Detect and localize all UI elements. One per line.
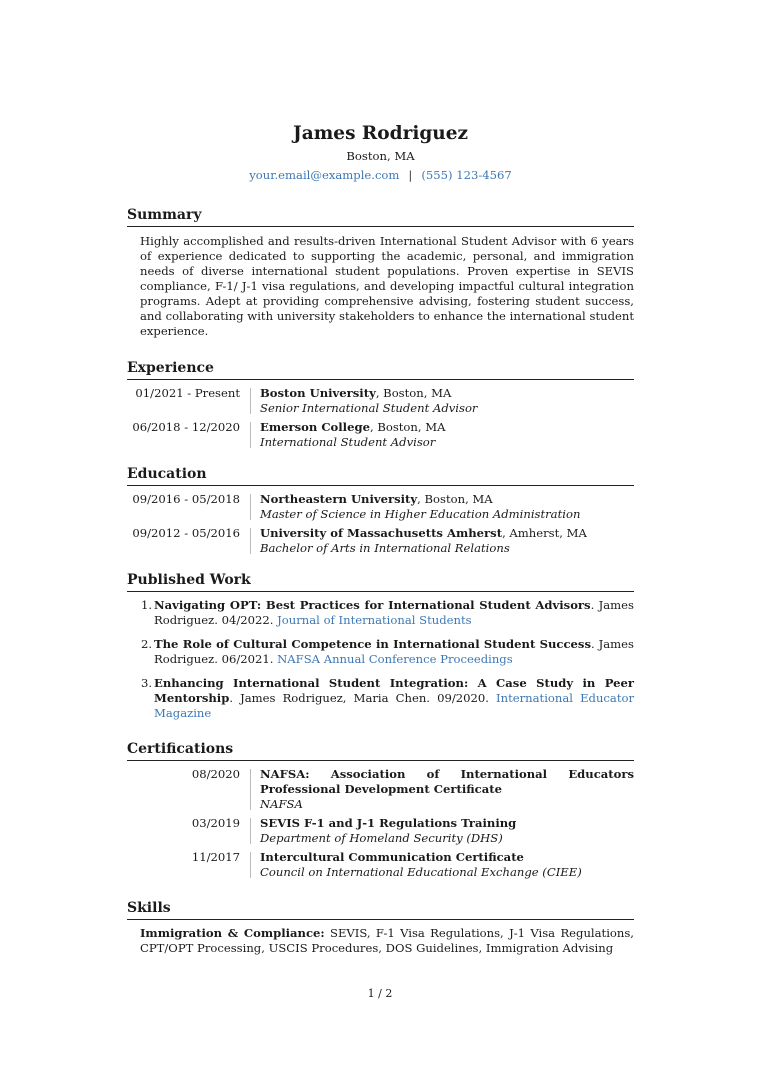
entry-divider — [250, 818, 251, 844]
page-number: 1 / 2 — [367, 987, 393, 1000]
publication-item — [127, 676, 634, 721]
entry-date: 11/2017 — [191, 850, 240, 864]
education-section — [127, 466, 634, 556]
certification-name: NAFSA: Association of International Educators Professional Development Certificate — [260, 767, 634, 796]
publication-authors: . James Rodriguez. 04/2022. — [154, 598, 634, 627]
certification-entry — [127, 850, 634, 880]
phone-link[interactable]: (555) 123-4567 — [421, 168, 512, 182]
experience-entry — [127, 386, 634, 416]
education-heading: Education — [127, 466, 634, 486]
published-heading: Published Work — [127, 572, 634, 592]
entry-place: , Boston, MA — [375, 386, 452, 400]
publication-list — [127, 598, 634, 721]
publication-venue-link[interactable]: Journal of International Students — [277, 613, 472, 627]
published-section — [127, 572, 634, 721]
resume-page — [127, 0, 634, 956]
experience-heading: Experience — [127, 360, 634, 380]
entry-org: Boston University — [260, 386, 376, 400]
entry-org: University of Massachusetts Amherst — [260, 526, 503, 540]
experience-list — [127, 386, 634, 450]
entry-org: Emerson College — [260, 420, 370, 434]
certification-issuer: NAFSA — [260, 797, 303, 811]
entry-org: Northeastern University — [260, 492, 418, 506]
publication-authors: . James Rodriguez. 06/2021. — [154, 637, 634, 666]
certification-list — [127, 767, 634, 880]
certification-name: Intercultural Communication Certificate — [260, 850, 524, 864]
certifications-heading: Certifications — [127, 741, 634, 761]
summary-section — [127, 207, 634, 339]
publication-title: Navigating OPT: Best Practices for International Student Advisors — [154, 598, 591, 612]
experience-section — [127, 360, 634, 450]
entry-role: International Student Advisor — [260, 435, 436, 449]
skills-section — [127, 900, 634, 956]
entry-place: , Amherst, MA — [502, 526, 587, 540]
entry-divider — [250, 852, 251, 878]
entry-date: 01/2021 - Present — [135, 386, 240, 400]
entry-divider — [250, 528, 251, 554]
entry-degree: Master of Science in Higher Education Administration — [260, 507, 581, 521]
publication-venue-link[interactable]: International Educator Magazine — [154, 691, 635, 720]
publication-item — [127, 598, 634, 628]
entry-date: 09/2012 - 05/2016 — [132, 526, 240, 540]
experience-entry — [127, 420, 634, 450]
entry-divider — [250, 422, 251, 448]
entry-date: 03/2019 — [191, 816, 240, 830]
publication-venue-link[interactable]: NAFSA Annual Conference Proceedings — [277, 652, 513, 666]
summary-text: Highly accomplished and results-driven International Student Advisor with 6 years of experience dedicated to supporting the academic, personal, and immigration needs of diverse international student populations. Proven expertise in SEVIS compliance, F-1/ J-1 visa regulations, and developing impactful cultural integration programs. Adept at providing comprehensive advising, fostering student success, and collaborating with university stakeholders to enhance the international student experience. — [140, 234, 634, 338]
entry-divider — [250, 388, 251, 414]
summary-heading: Summary — [127, 207, 634, 227]
contact-separator: | — [408, 168, 413, 182]
publication-title: Enhancing International Student Integration: A Case Study in Peer Mentorship — [154, 676, 634, 705]
entry-place: , Boston, MA — [417, 492, 493, 506]
publication-number: 3. — [140, 676, 152, 690]
entry-divider — [250, 494, 251, 520]
certification-entry — [127, 767, 634, 812]
certification-issuer: Council on International Educational Exchange (CIEE) — [260, 865, 582, 879]
publication-number: 2. — [140, 637, 152, 651]
publication-authors: . James Rodriguez, Maria Chen. 09/2020. — [229, 691, 497, 705]
certifications-section — [127, 741, 634, 880]
publication-title: The Role of Cultural Competence in International Student Success — [154, 637, 591, 651]
candidate-name: James Rodriguez — [292, 123, 469, 144]
skills-heading: Skills — [127, 900, 634, 920]
resume-header — [127, 122, 634, 183]
email-link[interactable]: your.email@example.com — [249, 168, 400, 182]
certification-entry — [127, 816, 634, 846]
certification-issuer: Department of Homeland Security (DHS) — [260, 831, 503, 845]
skills-list: SEVIS, F-1 Visa Regulations, J-1 Visa Regulations, CPT/OPT Processing, USCIS Procedures, DOS Guidelines, Immigration Advising — [140, 926, 634, 955]
entry-date: 09/2016 - 05/2018 — [132, 492, 240, 506]
entry-divider — [250, 769, 251, 810]
publication-item — [127, 637, 634, 667]
skills-text — [140, 926, 634, 956]
entry-date: 08/2020 — [191, 767, 240, 781]
candidate-location: Boston, MA — [346, 149, 415, 163]
skills-category-label: Immigration & Compliance: — [140, 926, 325, 940]
entry-date: 06/2018 - 12/2020 — [132, 420, 240, 434]
education-entry — [127, 492, 634, 522]
entry-place: , Boston, MA — [369, 420, 446, 434]
contact-line — [127, 168, 634, 183]
education-entry — [127, 526, 634, 556]
education-list — [127, 492, 634, 556]
entry-role: Senior International Student Advisor — [260, 401, 478, 415]
publication-number: 1. — [140, 598, 152, 612]
certification-name: SEVIS F-1 and J-1 Regulations Training — [260, 816, 517, 830]
entry-degree: Bachelor of Arts in International Relations — [260, 541, 510, 555]
